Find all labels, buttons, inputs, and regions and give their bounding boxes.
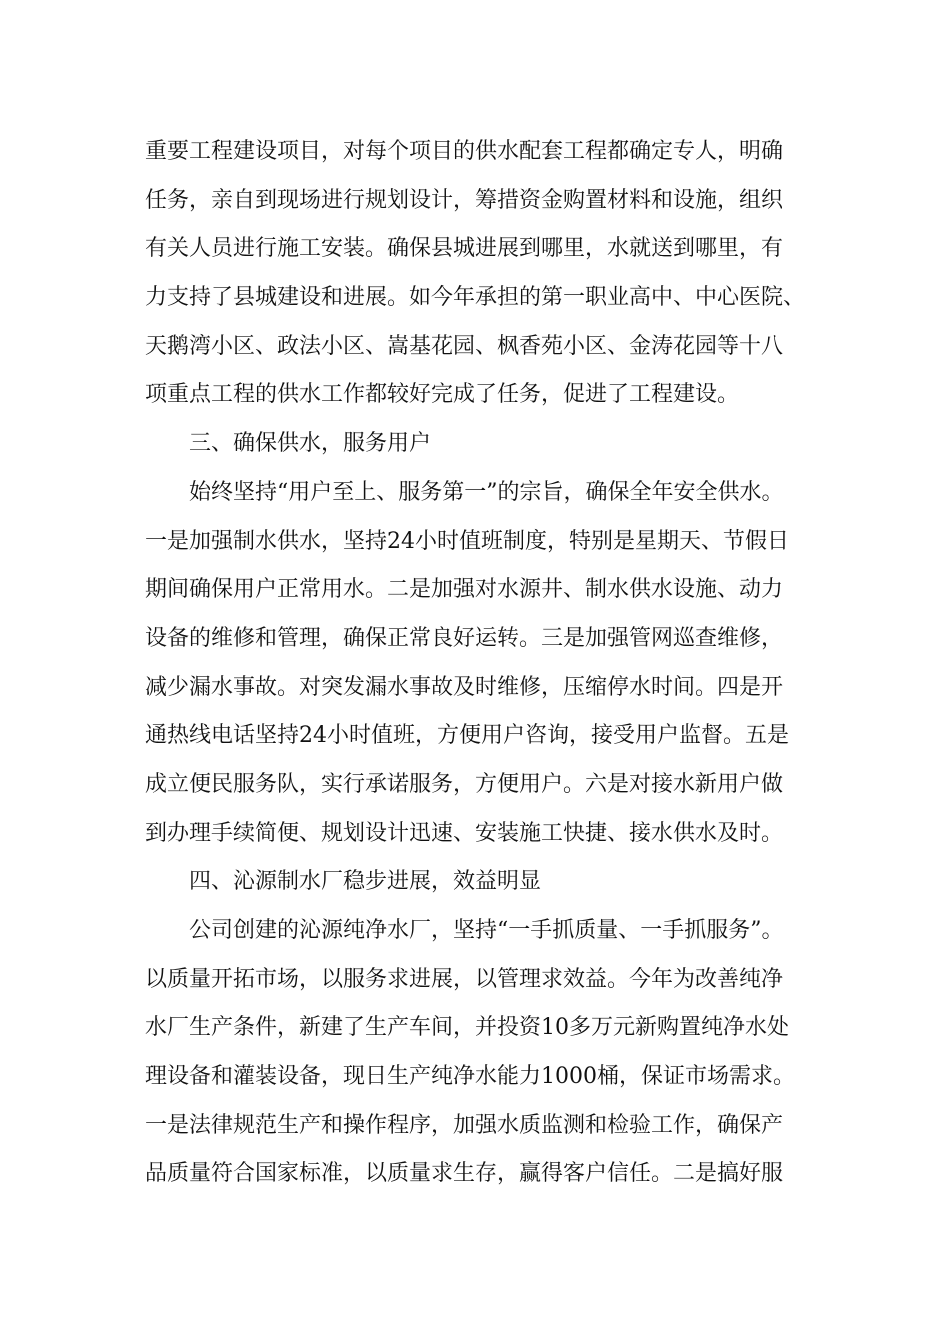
section-line: 公司创建的沁源纯净水厂，坚持“一手抓质量、一手抓服务”。 <box>189 918 784 943</box>
paragraph-line: 重要工程建设项目，对每个项目的供水配套工程都确定专人，明确 <box>145 139 784 164</box>
paragraph-line: 设备的维修和管理，确保正常良好运转。三是加强管网巡查维修， <box>145 625 784 651</box>
paragraph-line: 成立便民服务队，实行承诺服务，方便用户。六是对接水新用户做 <box>145 771 784 797</box>
section-line: 始终坚持“用户至上、服务第一”的宗旨，确保全年安全供水。 <box>189 479 784 505</box>
body-text <box>145 128 835 1199</box>
paragraph-line: 期间确保用户正常用水。二是加强对水源井、制水供水设施、动力 <box>145 577 784 603</box>
paragraph-line: 力支持了县城建设和进展。如今年承担的第一职业高中、中心医院、 <box>145 285 806 311</box>
paragraph-line: 通热线电话坚持24小时值班，方便用户咨询，接受用户监督。五是 <box>145 723 789 749</box>
paragraph-line: 减少漏水事故。对突发漏水事故及时维修，压缩停水时间。四是开 <box>145 674 784 700</box>
paragraph-line: 到办理手续简便、规划设计迅速、安装施工快捷、接水供水及时。 <box>145 820 784 846</box>
paragraph-line: 项重点工程的供水工作都较好完成了任务，促进了工程建设。 <box>145 382 740 408</box>
section-line: 四、沁源制水厂稳步进展，效益明显 <box>189 869 542 895</box>
paragraph-line: 天鹅湾小区、政法小区、嵩基花园、枫香苑小区、金涛花园等十八 <box>145 333 784 359</box>
paragraph-line: 以质量开拓市场，以服务求进展，以管理求效益。今年为改善纯净 <box>145 966 784 992</box>
paragraph-line: 品质量符合国家标准，以质量求生存，赢得客户信任。二是搞好服 <box>145 1161 784 1187</box>
paragraph-line: 水厂生产条件，新建了生产车间，并投资10多万元新购置纯净水处 <box>145 1015 789 1041</box>
paragraph-line: 任务，亲自到现场进行规划设计，筹措资金购置材料和设施，组织 <box>145 187 784 213</box>
paragraph-line: 一是加强制水供水，坚持24小时值班制度，特别是星期天、节假日 <box>145 528 789 554</box>
paragraph-line: 一是法律规范生产和操作程序，加强水质监测和检验工作，确保产 <box>145 1112 784 1138</box>
section-line: 三、确保供水，服务用户 <box>189 431 432 457</box>
paragraph-line: 有关人员进行施工安装。确保县城进展到哪里，水就送到哪里，有 <box>145 236 784 262</box>
paragraph-line: 理设备和灌装设备，现日生产纯净水能力1000桶，保证市场需求。 <box>145 1064 795 1090</box>
